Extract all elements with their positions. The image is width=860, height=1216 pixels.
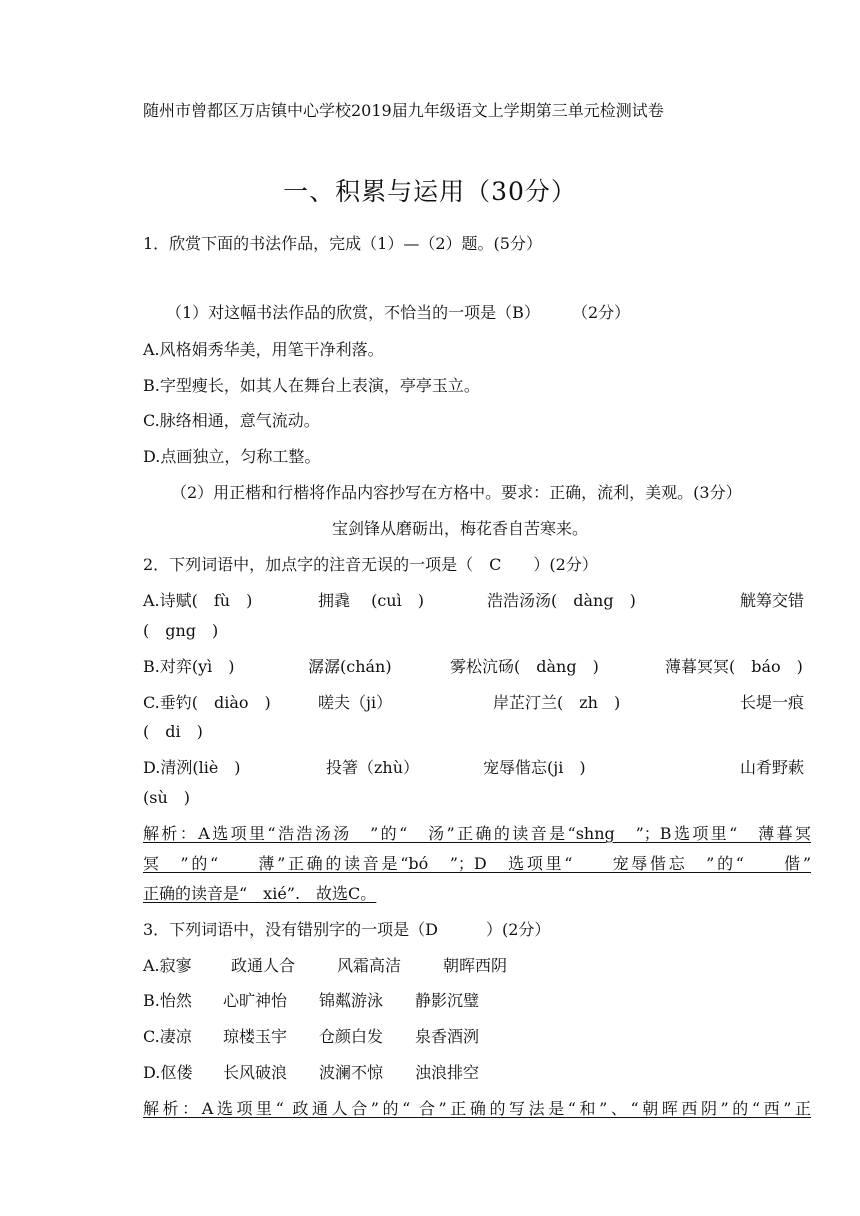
q3-d-3: 波澜不惊 xyxy=(319,1063,384,1082)
q2-analysis-line1: 解析：A选项里“浩浩汤汤 ”的“ 汤”正确的读音是“shng ”；B选项里“ 薄暮冥 xyxy=(143,824,811,843)
q2-a-3: 浩浩汤汤( dàng ) xyxy=(487,591,636,610)
q2-c-cont: ( di ) xyxy=(143,722,203,741)
q2-a-4: 觥筹交错 xyxy=(740,591,805,610)
q2-c-2: 嗟夫（ji） xyxy=(318,693,393,712)
q1-option-c: C.脉络相通，意气流动。 xyxy=(143,411,320,430)
q2-b-3: 雾松沆砀( dàng ) xyxy=(450,657,599,676)
q3-c-1: C.凄凉 xyxy=(143,1027,192,1046)
q2-row-b xyxy=(0,657,860,677)
q2-d-4: 山肴野蔌 xyxy=(740,758,805,777)
q3-d-2: 长风破浪 xyxy=(223,1063,288,1082)
q3-row-a xyxy=(0,956,860,976)
q3-b-3: 锦粼游泳 xyxy=(319,991,384,1010)
q2-b-4: 薄暮冥冥( báo ) xyxy=(665,657,803,676)
q2-a-2: 拥毳 (cuì ) xyxy=(318,591,424,610)
q2-analysis-line3: 正确的读音是“ xié”. 故选C。 xyxy=(143,884,377,903)
q1-stem: 1．欣赏下面的书法作品，完成（1）—（2）题。(5分） xyxy=(143,234,542,253)
q3-a-1: A.寂寥 xyxy=(143,956,192,975)
q3-row-b xyxy=(0,991,860,1011)
q2-a-cont: ( gng ) xyxy=(143,621,219,640)
q1-poem: 宝剑锋从磨砺出，梅花香自苦寒来。 xyxy=(332,519,589,538)
q2-d-cont: (sù ) xyxy=(143,788,191,807)
q2-b-1: B.对弈(yì ) xyxy=(143,657,235,676)
q3-c-2: 琼楼玉宇 xyxy=(223,1027,288,1046)
q1-option-a: A.风格娟秀华美，用笔干净利落。 xyxy=(143,340,384,359)
q2-d-3: 宠辱偕忘(ji ) xyxy=(483,758,586,777)
q2-b-2: 潺潺(chán) xyxy=(308,657,392,676)
q2-d-2: 投箸（zhù） xyxy=(326,758,420,777)
q3-stem: 3．下列词语中，没有错别字的一项是（D ）(2分） xyxy=(143,920,551,939)
q3-b-1: B.怡然 xyxy=(143,991,192,1010)
q3-b-4: 静影沉璧 xyxy=(415,991,480,1010)
q3-d-1: D.伛偻 xyxy=(143,1063,193,1082)
q2-c-1: C.垂钓( diào ) xyxy=(143,693,271,712)
q3-row-d xyxy=(0,1063,860,1083)
q2-c-4: 长堤一痕 xyxy=(740,693,805,712)
q3-a-2: 政通人合 xyxy=(231,956,296,975)
section-title: 一、积累与运用（30分） xyxy=(283,177,577,206)
q3-a-4: 朝晖西阴 xyxy=(443,956,508,975)
q2-analysis-line2: 冥 ”的“ 薄”正确的读音是“bó ”；D 选项里“ 宠辱偕忘 ”的“ 偕” xyxy=(143,854,811,873)
document-header: 随州市曾都区万店镇中心学校2019届九年级语文上学期第三单元检测试卷 xyxy=(143,101,664,120)
q3-a-3: 风霜高洁 xyxy=(337,956,402,975)
q1-option-b: B.字型瘦长，如其人在舞台上表演，亭亭玉立。 xyxy=(143,376,480,395)
q2-stem: 2．下列词语中，加点字的注音无误的一项是（ C ）(2分） xyxy=(143,555,598,574)
q2-c-3: 岸芷汀兰( zh ) xyxy=(493,693,621,712)
q1-sub1: （1）对这幅书法作品的欣赏，不恰当的一项是（B） （2分） xyxy=(166,303,631,322)
q3-analysis-line1: 解析：A选项里“ 政通人合”的“ 合”正确的写法是“和”、“朝晖西阴”的“西”正 xyxy=(143,1099,811,1118)
q2-d-1: D.清洌(liè ) xyxy=(143,758,241,777)
q1-option-d: D.点画独立，匀称工整。 xyxy=(143,447,321,466)
q2-row-d xyxy=(0,758,860,778)
q3-c-3: 仓颜白发 xyxy=(319,1027,384,1046)
q3-row-c xyxy=(0,1027,860,1047)
q3-b-2: 心旷神怡 xyxy=(223,991,288,1010)
q3-d-4: 浊浪排空 xyxy=(415,1063,480,1082)
q2-row-a xyxy=(0,591,860,611)
q3-c-4: 泉香酒洌 xyxy=(415,1027,480,1046)
q2-row-c xyxy=(0,693,860,713)
q2-a-1: A.诗赋( fù ) xyxy=(143,591,253,610)
q1-sub2: （2）用正楷和行楷将作品内容抄写在方格中。要求：正确，流利，美观。(3分） xyxy=(171,483,742,502)
